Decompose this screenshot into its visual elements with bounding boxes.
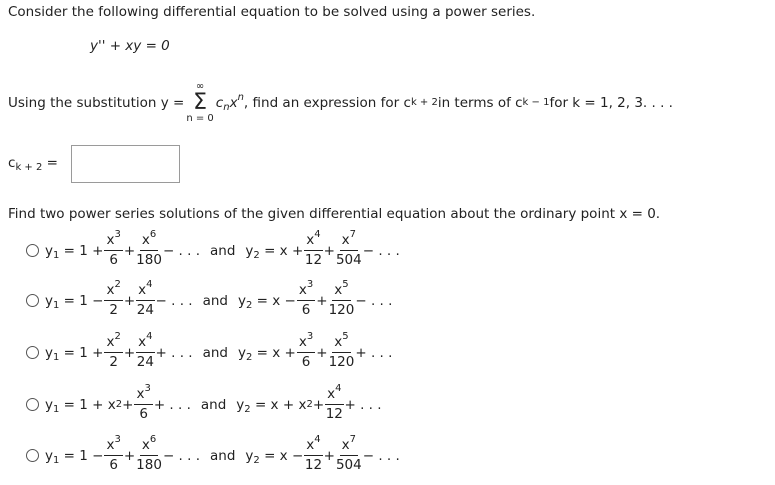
answer-label: $c_{k + 2}$ = bbox=[8, 155, 58, 173]
substitution-line: Using the substitution y = ∞ Σ n = 0 $c_nx^n$ , find an expression for c k + 2 in terms of c k − 1 for k = 1, 2, 3. . . . bbox=[8, 81, 673, 124]
radio-option-2[interactable] bbox=[26, 294, 39, 307]
answer-input[interactable] bbox=[71, 145, 180, 183]
option-1-y2: $y_2$ = x + $\frac{x^4}{12}$ + $\frac{x^7}{504}$ − . . . bbox=[245, 229, 400, 268]
option-3[interactable]: $y_1$ = 1 + $\frac{x^2}{2}$ + $\frac{x^4}{24}$ + . . . and $y_2$ = x + $\frac{x^3}{6}$ + $\frac{x^5}{120}$ + . . . bbox=[26, 336, 392, 369]
radio-option-1[interactable] bbox=[26, 244, 39, 257]
differential-equation: y'' + xy = 0 bbox=[90, 38, 170, 54]
option-2[interactable]: $y_1$ = 1 − $\frac{x^2}{2}$ + $\frac{x^4}{24}$ − . . . and $y_2$ = x − $\frac{x^3}{6}$ + $\frac{x^5}{120}$ − . . . bbox=[26, 284, 392, 317]
option-1-y1: $y_1$ = 1 + $\frac{x^3}{6}$ + $\frac{x^6}{180}$ − . . . bbox=[45, 229, 200, 268]
part2-instruction: Find two power series solutions of the given differential equation about the ordinary point x = 0. bbox=[8, 206, 661, 222]
summation-symbol: ∞ Σ n = 0 bbox=[186, 81, 214, 124]
option-1[interactable]: $y_1$ = 1 + $\frac{x^3}{6}$ + $\frac{x^6}{180}$ − . . . and $y_2$ = x + $\frac{x^4}{12}$ + $\frac{x^7}{504}$ − . . . bbox=[26, 234, 400, 267]
option-4-y2: $y_2$ = x + x 2 + $\frac{x^4}{12}$ + . . . bbox=[236, 383, 382, 422]
option-5-y2: $y_2$ = x − $\frac{x^4}{12}$ + $\frac{x^7}{504}$ − . . . bbox=[245, 434, 400, 473]
radio-option-3[interactable] bbox=[26, 346, 39, 359]
option-4[interactable]: $y_1$ = 1 + x 2 + $\frac{x^3}{6}$ + . . . and $y_2$ = x + x 2 + $\frac{x^4}{12}$ + . . . bbox=[26, 388, 382, 421]
question-intro: Consider the following differential equation to be solved using a power series. bbox=[8, 4, 536, 20]
option-5-y1: $y_1$ = 1 − $\frac{x^3}{6}$ + $\frac{x^6}{180}$ − . . . bbox=[45, 434, 200, 473]
radio-option-4[interactable] bbox=[26, 398, 39, 411]
option-5[interactable]: $y_1$ = 1 − $\frac{x^3}{6}$ + $\frac{x^6}{180}$ − . . . and $y_2$ = x − $\frac{x^4}{12}$ + $\frac{x^7}{504}$ − . . . bbox=[26, 439, 400, 472]
option-4-y1: $y_1$ = 1 + x 2 + $\frac{x^3}{6}$ + . . . bbox=[45, 383, 191, 422]
option-3-y1: $y_1$ = 1 + $\frac{x^2}{2}$ + $\frac{x^4}{24}$ + . . . bbox=[45, 331, 193, 370]
option-2-y2: $y_2$ = x − $\frac{x^3}{6}$ + $\frac{x^5}{120}$ − . . . bbox=[238, 279, 393, 318]
option-3-y2: $y_2$ = x + $\frac{x^3}{6}$ + $\frac{x^5}{120}$ + . . . bbox=[238, 331, 393, 370]
radio-option-5[interactable] bbox=[26, 449, 39, 462]
option-2-y1: $y_1$ = 1 − $\frac{x^2}{2}$ + $\frac{x^4}{24}$ − . . . bbox=[45, 279, 193, 318]
